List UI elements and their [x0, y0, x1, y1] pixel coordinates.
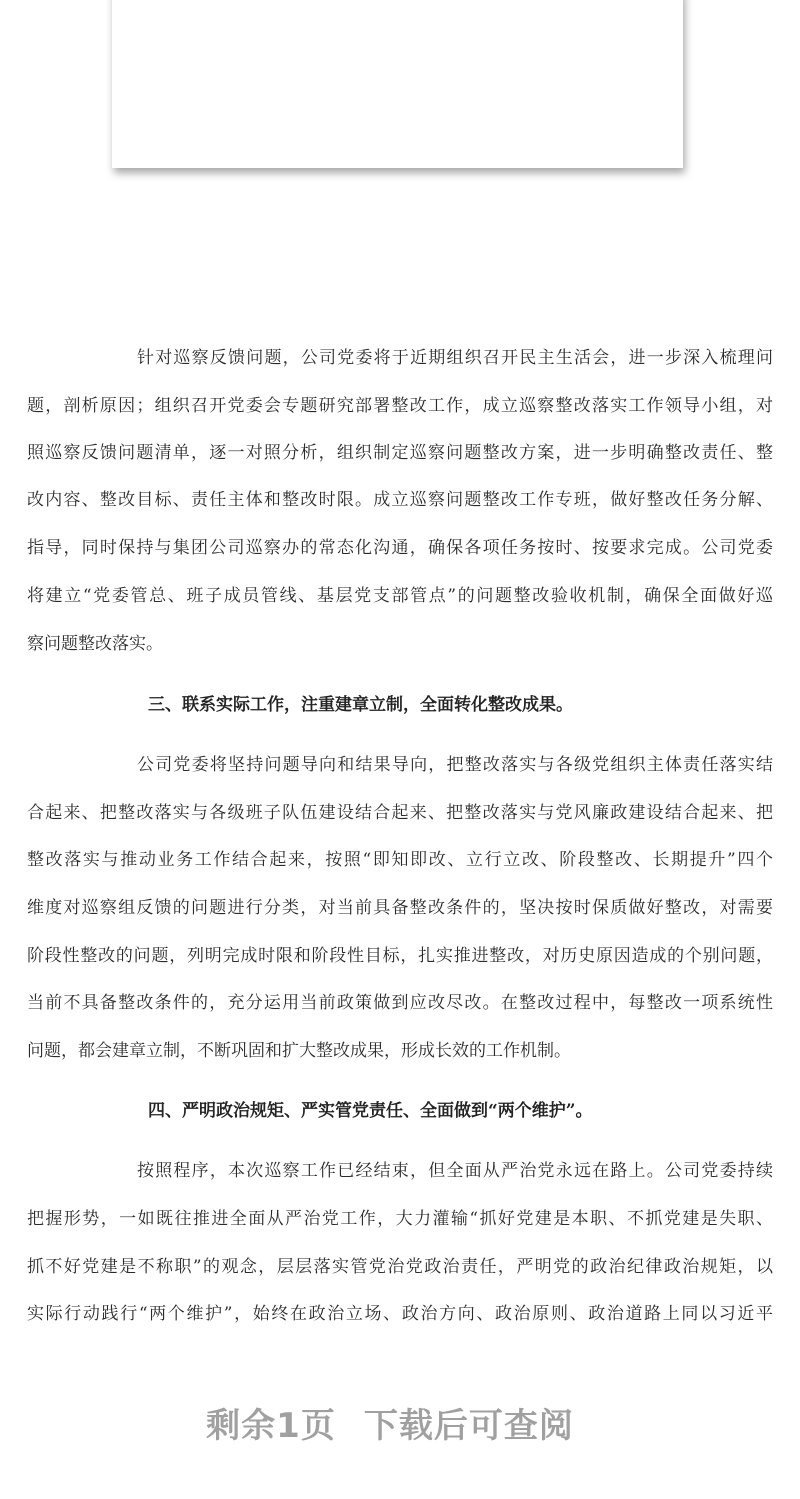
- previous-page-preview: [112, 0, 683, 168]
- download-prompt[interactable]: [0, 1398, 780, 1447]
- paragraph-line: 问题，都会建章立制，不断巩固和扩大整改成果，形成长效的工作机制。: [27, 1041, 571, 1061]
- paragraph-line: 维度对巡察组反馈的问题进行分类，对当前具备整改条件的，坚决按时保质做好整改，对需要: [27, 898, 773, 918]
- paragraph-line: 按照程序，本次巡察工作已经结束，但全面从严治党永远在路上。公司党委持续: [137, 1161, 773, 1181]
- section-heading-4: 四、严明政治规矩、严实管党责任、全面做到“两个维护”。: [148, 1101, 593, 1121]
- section-heading-3: 三、联系实际工作，注重建章立制，全面转化整改成果。: [148, 695, 573, 715]
- paragraph-line: 公司党委将坚持问题导向和结果导向，把整改落实与各级党组织主体责任落实结: [137, 755, 773, 775]
- paragraph-line: 合起来、把整改落实与各级班子队伍建设结合起来、把整改落实与党风廉政建设结合起来、把: [27, 803, 773, 823]
- paragraph-line: 将建立“党委管总、班子成员管线、基层党支部管点”的问题整改验收机制，确保全面做好巡: [27, 586, 773, 606]
- paragraph-line: 题，剖析原因；组织召开党委会专题研究部署整改工作，成立巡察整改落实工作领导小组，对: [27, 396, 773, 416]
- paragraph-line: 改内容、整改目标、责任主体和整改时限。成立巡察问题整改工作专班，做好整改任务分解、: [27, 490, 773, 510]
- download-hint-label[interactable]: 下载后可查阅: [363, 1406, 574, 1446]
- paragraph-line: 阶段性整改的问题，列明完成时限和阶段性目标，扎实推进整改，对历史原因造成的个别问题，: [27, 946, 773, 966]
- paragraph-line: 当前不具备整改条件的，充分运用当前政策做到应改尽改。在整改过程中，每整改一项系统性: [27, 993, 773, 1013]
- paragraph-line: 针对巡察反馈问题，公司党委将于近期组织召开民主生活会，进一步深入梳理问: [137, 348, 773, 368]
- paragraph-line: 把握形势，一如既往推进全面从严治党工作，大力灌输“抓好党建是本职、不抓党建是失职、: [27, 1209, 773, 1229]
- paragraph-line: 抓不好党建是不称职”的观念，层层落实管党治党政治责任，严明党的政治纪律政治规矩，以: [27, 1257, 773, 1277]
- remaining-pages-label: 剩余1页: [206, 1406, 336, 1446]
- paragraph-line: 实际行动践行“两个维护”，始终在政治立场、政治方向、政治原则、政治道路上同以习近平: [27, 1304, 773, 1324]
- paragraph-line: 照巡察反馈问题清单，逐一对照分析，组织制定巡察问题整改方案，进一步明确整改责任、整: [27, 443, 773, 463]
- paragraph-line: 指导，同时保持与集团公司巡察办的常态化沟通，确保各项任务按时、按要求完成。公司党委: [27, 538, 773, 558]
- paragraph-line: 整改落实与推动业务工作结合起来，按照“即知即改、立行立改、阶段整改、长期提升”四个: [27, 850, 773, 870]
- paragraph-line: 察问题整改落实。: [27, 634, 163, 654]
